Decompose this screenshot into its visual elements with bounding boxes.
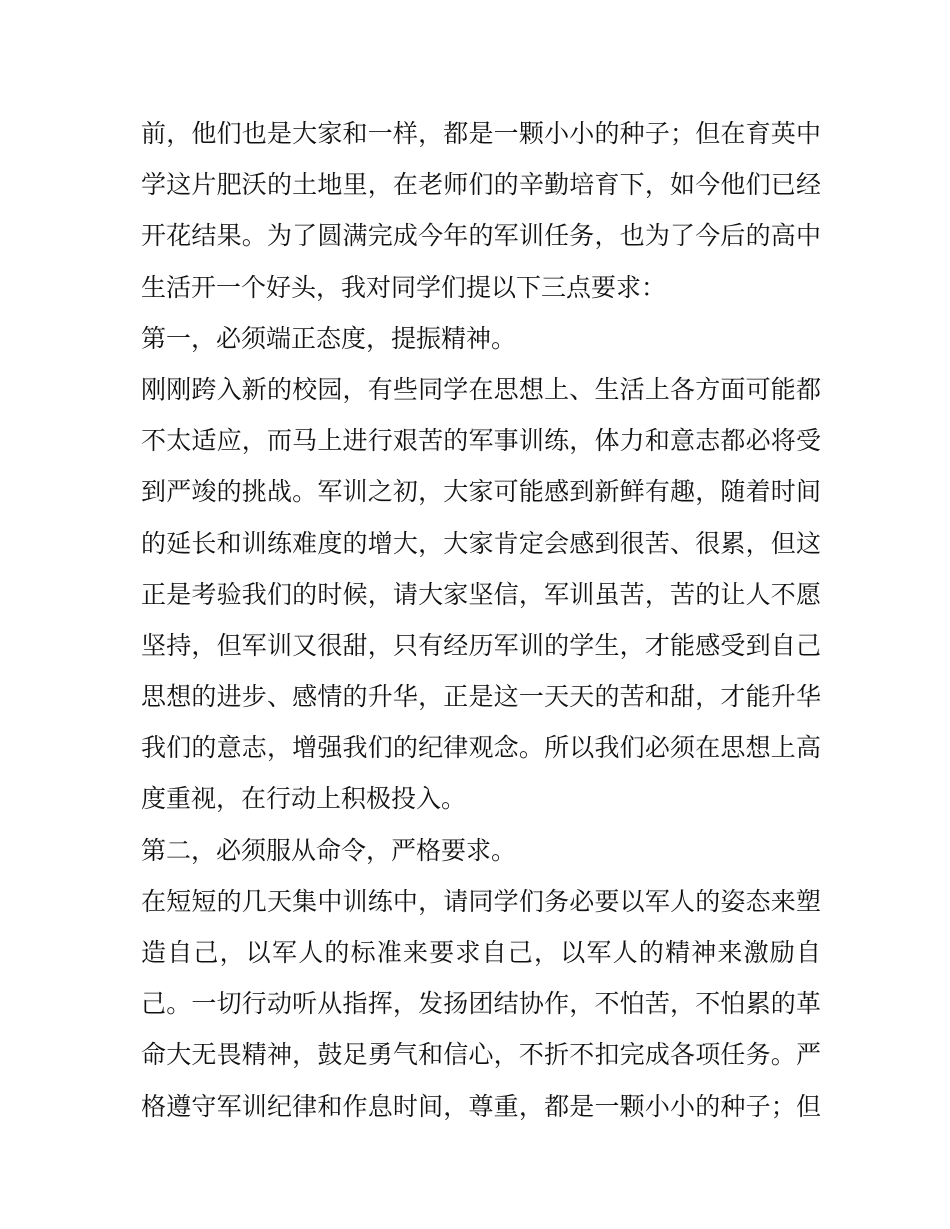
text-line: 我们的意志，增强我们的纪律观念。所以我们必须在思想上高 (141, 733, 821, 763)
text-line: 刚刚跨入新的校园，有些同学在思想上、生活上各方面可能都 (141, 374, 821, 404)
text-line: 思想的进步、感情的升华，正是这一天天的苦和甜，才能升华 (141, 682, 821, 712)
text-line: 命大无畏精神，鼓足勇气和信心，不折不扣完成各项任务。严 (141, 1040, 821, 1070)
text-line: 的延长和训练难度的增大，大家肯定会感到很苦、很累，但这 (141, 528, 821, 558)
text-line: 开花结果。为了圆满完成今年的军训任务，也为了今后的高中 (141, 221, 821, 251)
text-line: 格遵守军训纪律和作息时间，尊重，都是一颗小小的种子；但 (141, 1091, 821, 1121)
text-line: 度重视，在行动上积极投入。 (141, 784, 467, 814)
text-line: 生活开一个好头，我对同学们提以下三点要求： (141, 272, 667, 302)
text-line: 前，他们也是大家和一样，都是一颗小小的种子；但在育英中 (141, 119, 821, 148)
text-line: 在短短的几天集中训练中，请同学们务必要以军人的姿态来塑 (141, 886, 821, 916)
section-heading-1: 第一，必须端正态度，提振精神。 (141, 323, 517, 353)
text-line: 到严竣的挑战。军训之初，大家可能感到新鲜有趣，随着时间 (141, 477, 821, 507)
section-heading-2: 第二，必须服从命令，严格要求。 (141, 835, 517, 865)
text-line: 不太适应，而马上进行艰苦的军事训练，体力和意志都必将受 (141, 426, 821, 456)
text-line: 正是考验我们的时候，请大家坚信，军训虽苦，苦的让人不愿 (141, 579, 821, 609)
text-line: 造自己，以军人的标准来要求自己，以军人的精神来激励自 (141, 938, 821, 967)
document-body (141, 108, 821, 1132)
text-line: 坚持，但军训又很甜，只有经历军训的学生，才能感受到自己 (141, 630, 821, 660)
text-line: 己。一切行动听从指挥，发扬团结协作，不怕苦，不怕累的革 (141, 989, 821, 1019)
text-line: 学这片肥沃的土地里，在老师们的辛勤培育下，如今他们已经 (141, 170, 821, 200)
